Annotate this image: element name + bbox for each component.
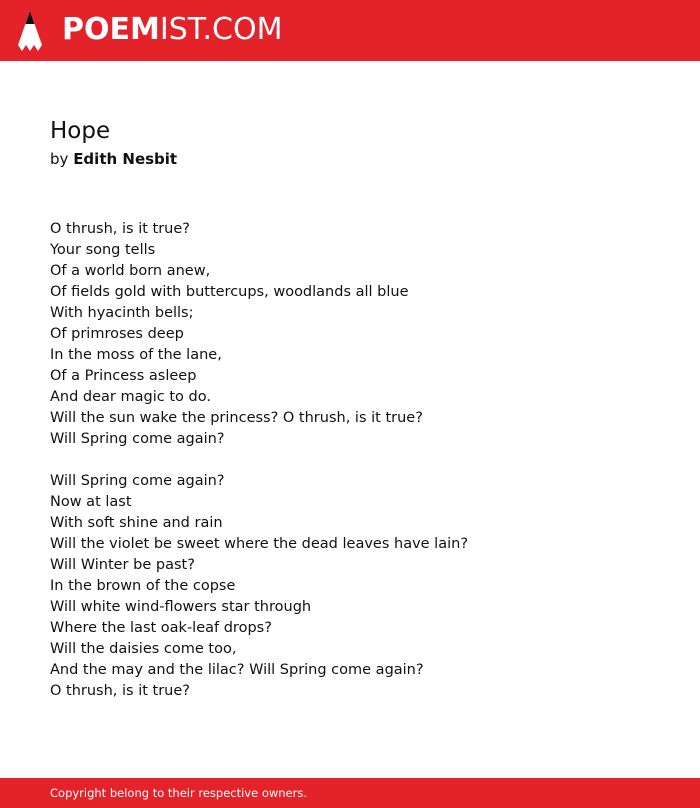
poem-line: In the moss of the lane,: [50, 347, 222, 363]
poem-line: Of primroses deep: [50, 326, 184, 342]
stanza: [50, 471, 670, 702]
poem-line: O thrush, is it true?: [50, 221, 190, 237]
site-header: [0, 0, 700, 61]
site-footer: [0, 778, 700, 808]
poem-line: Will the violet be sweet where the dead leaves have lain?: [50, 536, 469, 552]
poem-line: Where the last oak-leaf drops?: [50, 620, 272, 636]
poem-line: Now at last: [50, 494, 132, 510]
poem-line: With soft shine and rain: [50, 515, 223, 531]
poem-line: Of fields gold with buttercups, woodlands all blue: [50, 284, 409, 300]
poem-line: Your song tells: [50, 242, 156, 258]
poem-line: Will Winter be past?: [50, 557, 195, 573]
poem-title: Hope: [50, 118, 111, 144]
site-logo-text[interactable]: [62, 13, 282, 47]
poem-line: Of a world born anew,: [50, 263, 211, 279]
copyright-notice: Copyright belong to their respective owners.: [50, 786, 308, 800]
poem-line: And dear magic to do.: [50, 389, 211, 405]
poem-line: And the may and the lilac? Will Spring come again?: [50, 662, 424, 678]
poem-body: [50, 219, 670, 702]
brand-light: IST.COM: [159, 12, 283, 47]
pencil-icon[interactable]: [18, 11, 42, 51]
poem-line: Will Spring come again?: [50, 473, 225, 489]
poem-line: Will the sun wake the princess? O thrush, is it true?: [50, 410, 423, 426]
by-label: by: [50, 150, 69, 168]
poem-line: In the brown of the copse: [50, 578, 236, 594]
brand-bold: POEM: [62, 12, 160, 47]
poem-line: Will Spring come again?: [50, 431, 225, 447]
poem-line: Will the daisies come too,: [50, 641, 237, 657]
poem-line: Of a Princess asleep: [50, 368, 197, 384]
poem-line: With hyacinth bells;: [50, 305, 194, 321]
author-name: Edith Nesbit: [73, 150, 178, 168]
poem-byline: [50, 149, 177, 169]
poem-line: Will white wind-flowers star through: [50, 599, 312, 615]
poem-line: O thrush, is it true?: [50, 683, 190, 699]
stanza: [50, 219, 670, 450]
